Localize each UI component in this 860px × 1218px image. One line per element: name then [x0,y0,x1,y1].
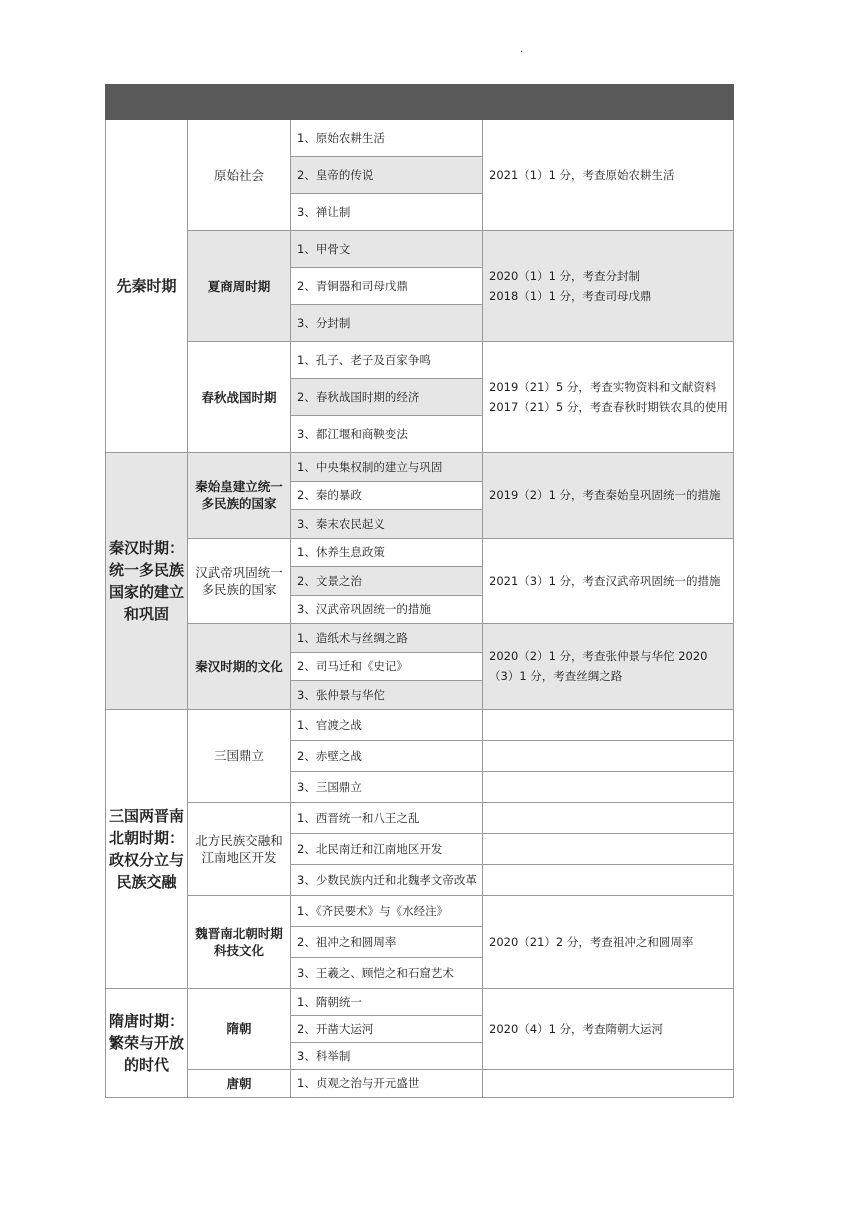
topic-cell: 1、孔子、老子及百家争鸣 [291,342,483,379]
exam-cell: 2021（3）1 分，考查汉武帝巩固统一的措施 [483,538,734,624]
unit-cell: 三国鼎立 [188,709,291,802]
period-cell: 三国两晋南北朝时期：政权分立与民族交融 [106,709,188,988]
topic-cell: 3、科举制 [291,1042,483,1069]
exam-cell: 2019（21）5 分，考查实物资料和文献资料 2017（21）5 分，考查春秋时期铁农具的使用 [483,342,734,453]
period-cell: 秦汉时期：统一多民族国家的建立和巩固 [106,453,188,710]
exam-cell: 2020（2）1 分，考查张仲景与华佗 2020（3）1 分，考查丝绸之路 [483,624,734,710]
exam-cell [483,802,734,833]
topic-cell: 2、北民南迁和江南地区开发 [291,833,483,864]
exam-cell [483,1069,734,1097]
unit-cell: 隋朝 [188,988,291,1069]
header-cell-period [106,85,188,120]
exam-cell [483,709,734,740]
table-row [106,342,734,379]
topic-cell: 3、分封制 [291,305,483,342]
table-row [106,895,734,926]
topic-cell: 2、春秋战国时期的经济 [291,379,483,416]
topic-cell: 3、三国鼎立 [291,771,483,802]
page-dot: . [520,44,524,55]
exam-cell: 2020（1）1 分，考查分封制 2018（1）1 分，考查司母戊鼎 [483,231,734,342]
topic-cell: 2、祖冲之和圆周率 [291,926,483,957]
table-row [106,453,734,482]
table-row [106,802,734,833]
topic-cell: 1、西晋统一和八王之乱 [291,802,483,833]
unit-cell: 北方民族交融和江南地区开发 [188,802,291,895]
exam-cell: 2019（2）1 分，考查秦始皇巩固统一的措施 [483,453,734,539]
topic-cell: 3、都江堰和商鞅变法 [291,416,483,453]
unit-cell: 秦汉时期的文化 [188,624,291,710]
unit-cell: 汉武帝巩固统一多民族的国家 [188,538,291,624]
topic-cell: 3、王羲之、顾恺之和石窟艺术 [291,957,483,988]
period-cell: 隋唐时期：繁荣与开放的时代 [106,988,188,1097]
table-row [106,538,734,567]
table-row [106,709,734,740]
unit-cell: 魏晋南北朝时期科技文化 [188,895,291,988]
topic-cell: 1、甲骨文 [291,231,483,268]
topic-cell: 1、原始农耕生活 [291,120,483,157]
topic-cell: 2、皇帝的传说 [291,157,483,194]
topic-cell: 2、开凿大运河 [291,1015,483,1042]
topic-cell: 1、隋朝统一 [291,988,483,1015]
topic-cell: 3、张仲景与华佗 [291,681,483,710]
unit-cell: 原始社会 [188,120,291,231]
table-row [106,231,734,268]
exam-cell [483,740,734,771]
topic-cell: 2、赤壁之战 [291,740,483,771]
history-outline-table [105,84,734,1098]
exam-cell: 2020（21）2 分，考查祖冲之和圆周率 [483,895,734,988]
topic-cell: 1、官渡之战 [291,709,483,740]
topic-cell: 3、汉武帝巩固统一的措施 [291,595,483,624]
unit-cell: 夏商周时期 [188,231,291,342]
period-cell: 先秦时期 [106,120,188,453]
topic-cell: 1、休养生息政策 [291,538,483,567]
unit-cell: 秦始皇建立统一多民族的国家 [188,453,291,539]
table-row [106,120,734,157]
unit-cell: 唐朝 [188,1069,291,1097]
table-row [106,624,734,653]
topic-cell: 1、贞观之治与开元盛世 [291,1069,483,1097]
exam-cell: 2020（4）1 分，考查隋朝大运河 [483,988,734,1069]
exam-cell: 2021（1）1 分，考查原始农耕生活 [483,120,734,231]
topic-cell: 2、文景之治 [291,567,483,596]
exam-cell [483,833,734,864]
topic-cell: 2、司马迁和《史记》 [291,652,483,681]
topic-cell: 3、禅让制 [291,194,483,231]
topic-cell: 2、青铜器和司母戊鼎 [291,268,483,305]
topic-cell: 1、《齐民要术》与《水经注》 [291,895,483,926]
table-row [106,1069,734,1097]
topic-cell: 3、秦末农民起义 [291,510,483,539]
topic-cell: 3、少数民族内迁和北魏孝文帝改革 [291,864,483,895]
topic-cell: 1、中央集权制的建立与巩固 [291,453,483,482]
unit-cell: 春秋战国时期 [188,342,291,453]
exam-cell [483,864,734,895]
table-row [106,988,734,1015]
topic-cell: 2、秦的暴政 [291,481,483,510]
header-cell-content [188,85,734,120]
exam-cell [483,771,734,802]
topic-cell: 1、造纸术与丝绸之路 [291,624,483,653]
table-header-row [106,85,734,120]
